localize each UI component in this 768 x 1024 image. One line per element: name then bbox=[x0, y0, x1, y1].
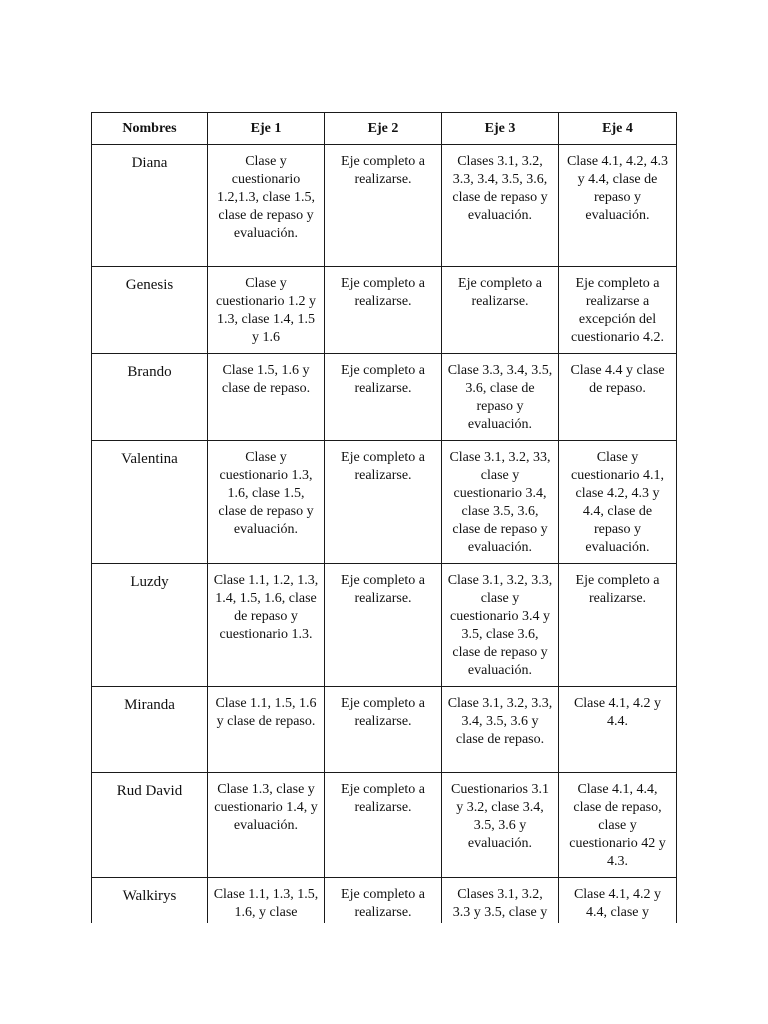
row-name: Brando bbox=[92, 354, 208, 441]
cell-eje-4: Eje completo a realizarse a excepción del cuestionario 4.2. bbox=[559, 267, 677, 354]
cell-eje-3: Cuestionarios 3.1 y 3.2, clase 3.4, 3.5, 3.6 y evaluación. bbox=[442, 773, 559, 878]
cell-eje-1: Clase y cuestionario 1.2,1.3, clase 1.5, clase de repaso y evaluación. bbox=[208, 145, 325, 267]
cell-eje-4: Clase y cuestionario 4.1, clase 4.2, 4.3 y 4.4, clase de repaso y evaluación. bbox=[559, 441, 677, 564]
table-row bbox=[92, 441, 677, 564]
cell-eje-2: Eje completo a realizarse. bbox=[325, 267, 442, 354]
table-row bbox=[92, 354, 677, 441]
cell-eje-1: Clase 1.1, 1.5, 1.6 y clase de repaso. bbox=[208, 687, 325, 773]
cell-eje-1: Clase 1.3, clase y cuestionario 1.4, y evaluación. bbox=[208, 773, 325, 878]
cell-eje-3: Clases 3.1, 3.2, 3.3 y 3.5, clase y bbox=[442, 878, 559, 924]
header-eje-2: Eje 2 bbox=[325, 113, 442, 145]
table-row bbox=[92, 773, 677, 878]
row-name: Valentina bbox=[92, 441, 208, 564]
row-name: Luzdy bbox=[92, 564, 208, 687]
table-viewport bbox=[91, 112, 677, 923]
cell-eje-2: Eje completo a realizarse. bbox=[325, 773, 442, 878]
cell-eje-4: Clase 4.1, 4.2 y 4.4, clase y bbox=[559, 878, 677, 924]
row-name: Miranda bbox=[92, 687, 208, 773]
table-row bbox=[92, 564, 677, 687]
header-eje-1: Eje 1 bbox=[208, 113, 325, 145]
cell-eje-2: Eje completo a realizarse. bbox=[325, 878, 442, 924]
cell-eje-2: Eje completo a realizarse. bbox=[325, 564, 442, 687]
cell-eje-2: Eje completo a realizarse. bbox=[325, 354, 442, 441]
cell-eje-2: Eje completo a realizarse. bbox=[325, 441, 442, 564]
cell-eje-4: Clase 4.4 y clase de repaso. bbox=[559, 354, 677, 441]
cell-eje-4: Clase 4.1, 4.2 y 4.4. bbox=[559, 687, 677, 773]
cell-eje-4: Clase 4.1, 4.2, 4.3 y 4.4, clase de repaso y evaluación. bbox=[559, 145, 677, 267]
row-name: Genesis bbox=[92, 267, 208, 354]
progress-table bbox=[91, 112, 677, 923]
row-name: Rud David bbox=[92, 773, 208, 878]
cell-eje-3: Clase 3.1, 3.2, 33, clase y cuestionario 3.4, clase 3.5, 3.6, clase de repaso y evaluación. bbox=[442, 441, 559, 564]
table-header-row bbox=[92, 113, 677, 145]
cell-eje-3: Eje completo a realizarse. bbox=[442, 267, 559, 354]
table-row bbox=[92, 687, 677, 773]
table-row bbox=[92, 145, 677, 267]
cell-eje-3: Clase 3.1, 3.2, 3.3, clase y cuestionario 3.4 y 3.5, clase 3.6, clase de repaso y evaluación. bbox=[442, 564, 559, 687]
row-name: Diana bbox=[92, 145, 208, 267]
header-nombres: Nombres bbox=[92, 113, 208, 145]
cell-eje-3: Clase 3.3, 3.4, 3.5, 3.6, clase de repaso y evaluación. bbox=[442, 354, 559, 441]
row-name: Walkirys bbox=[92, 878, 208, 924]
cell-eje-1: Clase 1.5, 1.6 y clase de repaso. bbox=[208, 354, 325, 441]
table-row bbox=[92, 267, 677, 354]
cell-eje-4: Clase 4.1, 4.4, clase de repaso, clase y cuestionario 42 y 4.3. bbox=[559, 773, 677, 878]
cell-eje-1: Clase y cuestionario 1.2 y 1.3, clase 1.4, 1.5 y 1.6 bbox=[208, 267, 325, 354]
cell-eje-2: Eje completo a realizarse. bbox=[325, 145, 442, 267]
cell-eje-1: Clase 1.1, 1.3, 1.5, 1.6, y clase bbox=[208, 878, 325, 924]
cell-eje-1: Clase 1.1, 1.2, 1.3, 1.4, 1.5, 1.6, clase de repaso y cuestionario 1.3. bbox=[208, 564, 325, 687]
table-row bbox=[92, 878, 677, 924]
header-eje-3: Eje 3 bbox=[442, 113, 559, 145]
header-eje-4: Eje 4 bbox=[559, 113, 677, 145]
cell-eje-3: Clases 3.1, 3.2, 3.3, 3.4, 3.5, 3.6, clase de repaso y evaluación. bbox=[442, 145, 559, 267]
cell-eje-3: Clase 3.1, 3.2, 3.3, 3.4, 3.5, 3.6 y clase de repaso. bbox=[442, 687, 559, 773]
cell-eje-2: Eje completo a realizarse. bbox=[325, 687, 442, 773]
cell-eje-1: Clase y cuestionario 1.3, 1.6, clase 1.5, clase de repaso y evaluación. bbox=[208, 441, 325, 564]
cell-eje-4: Eje completo a realizarse. bbox=[559, 564, 677, 687]
